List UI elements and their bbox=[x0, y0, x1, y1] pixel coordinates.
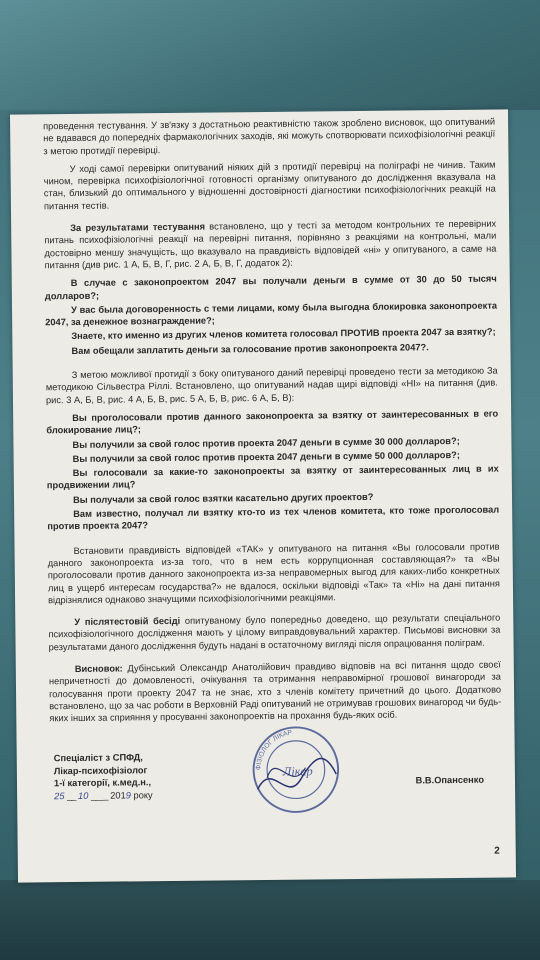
question-3: Знаете, кто именно из других членов комитета голосовал ПРОТИВ проекта 2047 за взятку?; bbox=[71, 327, 496, 342]
document-body bbox=[43, 116, 501, 731]
signature-date: 25 __ 10 ____ 2019 року bbox=[54, 789, 153, 801]
paragraph-6-text: опитуваному було попередньо доведено, що результати спеціального психофізіологічного дослідження мають у цілому виправдовувальний характер. Письмові висновки за результатами даного дослідження будуть надані в остаточному вигляді після опрацювання поліграм. bbox=[48, 612, 501, 652]
paragraph-7 bbox=[49, 659, 502, 725]
date-month: 10 bbox=[77, 790, 89, 801]
paragraph-1: проведення тестування. У зв'язку з достатньою реактивністю також зроблено висновок, що опитуваний не вдавався до попередніх фармакологічних заходів, які можуть спотворювати психофізіологічні реакції з метою протидії перевірці. bbox=[43, 116, 496, 156]
question-1: В случае с законопроектом 2047 вы получали деньги в сумме от 30 до 50 тысяч долларов?; bbox=[44, 273, 497, 301]
question-2: У вас была договоренность с теми лицами, кому была выгодна блокировка законопроекта 2047, за денежное вознаграждение?; bbox=[45, 300, 498, 328]
specialist-credentials bbox=[54, 751, 153, 802]
stamp-seal-icon bbox=[247, 721, 344, 818]
stamp-ring-text: ФІЗІОЛОГ ЛІКАР bbox=[255, 729, 293, 771]
date-day: 25 bbox=[54, 790, 65, 801]
paragraph-3-heading: За результатами тестування bbox=[70, 221, 206, 234]
background-top bbox=[0, 0, 540, 110]
credential-line-2: Лікар-психофізіолог bbox=[53, 764, 148, 776]
paragraph-3-text: встановлено, що у тесті за методом контрольних те перевірних питань психофізіологічні реакції на перевірні питання, порівняно з реакціями на контрольні, мали достовірно меншу значущість, що вказувало на правдивість відповідей «ні» у опитуваного, а саме на питання (див рис. 1 А, Б, В, Г, рис. 2 А, Б, В, Г, додаток 2): bbox=[44, 218, 497, 271]
document-page bbox=[10, 109, 516, 882]
question-5: Вы проголосовали против данного законопроекта за взятку от заинтересованных в его блокирование лиц?; bbox=[46, 408, 499, 436]
question-7: Вы получили за свой голос против проекта 2047 деньги в сумме 50 000 долларов?; bbox=[72, 449, 460, 464]
question-6: Вы получили за свой голос против проекта 2047 деньги в сумме 30 000 долларов?; bbox=[72, 435, 460, 450]
stamp-inner-text: Лікар bbox=[282, 764, 313, 779]
paragraph-2: У ході самої перевірки опитуваний ніяких дій з протидії перевірці на поліграфі не чинив. Таким чином, перевірка психофізіологічної готовності організму опитуваного до дослідження вказувала на стан, близький до оптимального у відношенні достовірності діагностики психофізіологічних реакцій на питання тестів. bbox=[43, 159, 496, 212]
paragraph-3 bbox=[44, 218, 496, 272]
background-bottom bbox=[0, 880, 540, 960]
credential-line-3: 1-ї категорії, к.мед.н., bbox=[53, 777, 152, 789]
date-word: року bbox=[133, 789, 153, 800]
credential-line-1: Спеціаліст з СПФД, bbox=[53, 752, 143, 764]
paragraph-5: Встановити правдивість відповідей «ТАК» у опитуваного на питання «Вы голосовали против данного законопроекта из-за того, что в нем есть коррупционная составляющая?» та «Вы проголосовали против данного законопроекта из-за неправомерных выгод для каких-либо конкретных лиц в ущерб интересам государства?» не вдалося, оскільки відповіді «Так» та «Ні» на дані питання відрізнялися однаково значущими психофізіологічними реакціями. bbox=[47, 541, 500, 606]
date-year-prefix: 201 bbox=[110, 789, 126, 801]
question-8: Вы голосовали за какие-то законопроекты за взятку от заинтересованных лиц в их продвижении лиц? bbox=[46, 463, 499, 491]
paragraph-6-heading: У післятестовій бесіді bbox=[74, 615, 181, 628]
question-10: Вам известно, получал ли взятку кто-то из тех членов комитета, кто тоже проголосовал против проекта 2047? bbox=[47, 504, 500, 532]
conclusion-text: Дубінський Олександр Анатолійович правдиво відповів на всі питання щодо своєї непричетності до домовленості, очікування та отримання неправомірної грошової винагороди за голосування проти проекту 2047 та не знає, хто з членів комітету причетний до цього. Додатково встановлено, що за час роботи в Верховній Раді опитуваний не отримував грошових винагород чи будь-яких інших за сприяння у просуванні законопроектів на прохання будь-яких осіб. bbox=[48, 659, 502, 724]
question-9: Вы получали за свой голос взятки касательно других проектов? bbox=[72, 491, 374, 505]
question-4: Вам обещали заплатить деньги за голосование против законопроекта 2047?. bbox=[71, 342, 429, 356]
page-number: 2 bbox=[494, 845, 500, 857]
paragraph-4: З метою можливої протидії з боку опитуваного даний перевірці проведено тести за методикою За методикою Сільвестра Ріллі. Встановлено, що опитуваний надав щирі відповіді «НІ» на питання (див. рис. 3 А, Б, В, рис. 4 А, Б, В, рис. 5 А, Б, В, рис. 6 А, Б, В): bbox=[45, 365, 498, 405]
paragraph-6 bbox=[48, 612, 500, 654]
specialist-name: В.В.Опансенко bbox=[415, 774, 485, 786]
signature-block bbox=[50, 729, 503, 823]
date-year-suffix: 9 bbox=[125, 789, 131, 800]
conclusion-heading: Висновок: bbox=[74, 663, 123, 674]
